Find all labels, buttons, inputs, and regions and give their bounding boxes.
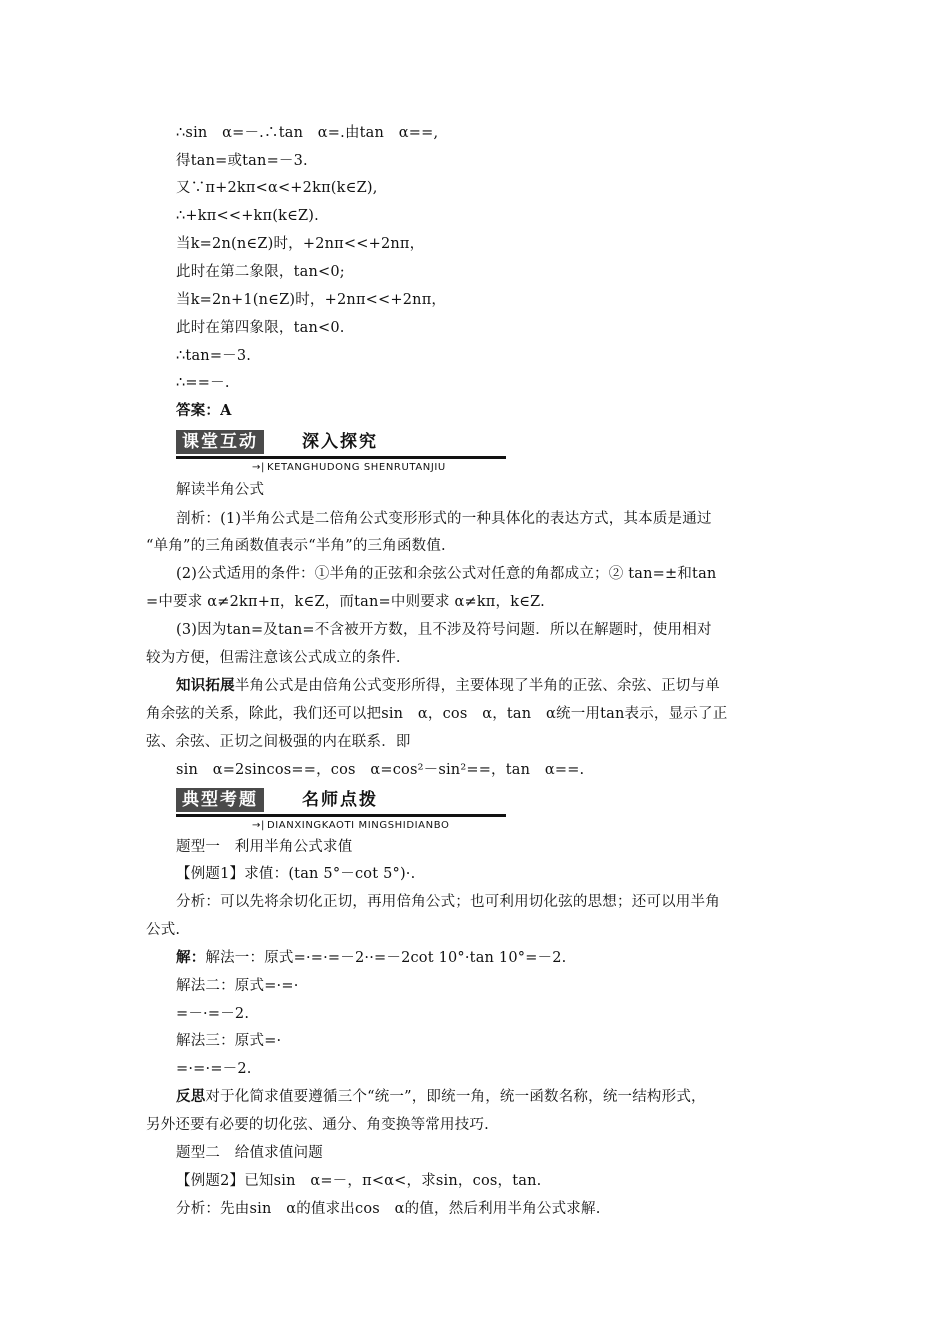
banner-pinyin: DIANXINGKAOTI MINGSHIDIANBO (266, 820, 450, 831)
analysis-p1-line2: “单角”的三角函数值表示“半角”的三角函数值. (146, 538, 446, 554)
derivation-line-1: ∴sin α=－.∴tan α=.由tan α==, (176, 125, 439, 141)
analysis-p2-line1: (2)公式适用的条件：①半角的正弦和余弦公式对任意的角都成立；② tan=±和tan (176, 566, 717, 582)
arrow-icon: →| (252, 462, 265, 473)
knowledge-ext-line2: 角余弦的关系，除此，我们还可以把sin α，cos α，tan α统一用tan表示，显示了正 (146, 706, 728, 722)
example-2: 【例题2】已知sin α=－，π<α<，求sin，cos，tan. (176, 1173, 542, 1189)
type-one-heading: 题型一 利用半角公式求值 (176, 839, 353, 855)
half-angle-formula-line: sin α=2sincos==，cos α=cos²－sin²==，tan α==. (176, 762, 585, 778)
example-1: 【例题1】求值：(tan 5°－cot 5°)·. (176, 866, 416, 882)
answer-line: 答案：A (176, 402, 232, 419)
analysis-1-line1: 分析：可以先将余切化正切，再用倍角公式；也可利用切化弦的思想；还可以用半角 (176, 894, 720, 910)
section-title-half-angle: 解读半角公式 (176, 482, 265, 498)
knowledge-ext-line1 (176, 676, 720, 696)
derivation-line-4: ∴+kπ<<+kπ(k∈Z). (176, 208, 319, 224)
banner-rule (176, 814, 506, 817)
solution-method-3-line2: =·=·=－2. (176, 1061, 252, 1077)
banner-light-label: 名师点拨 (302, 790, 378, 810)
derivation-line-8: 此时在第四象限，tan<0. (176, 320, 345, 336)
type-two-heading: 题型二 给值求值问题 (176, 1145, 323, 1161)
reflection-label: 反思 (176, 1088, 206, 1105)
solution-method-1 (176, 948, 567, 968)
derivation-line-2: 得tan=或tan=－3. (176, 153, 308, 169)
banner-rule (176, 456, 506, 459)
derivation-line-6: 此时在第二象限，tan<0; (176, 264, 345, 280)
derivation-line-3: 又∵π+2kπ<α<+2kπ(k∈Z), (176, 180, 378, 196)
reflection-line1 (176, 1087, 706, 1107)
analysis-p2-line2: =中要求 α≠2kπ+π，k∈Z，而tan=中则要求 α≠kπ，k∈Z. (146, 594, 545, 610)
derivation-line-9: ∴tan=－3. (176, 348, 252, 364)
reflection-line2: 另外还要有必要的切化弦、通分、角变换等常用技巧. (146, 1117, 489, 1133)
solution-method-3-line1: 解法三：原式=· (176, 1033, 282, 1049)
derivation-line-10: ∴==－. (176, 375, 230, 391)
knowledge-ext-label: 知识拓展 (176, 677, 235, 694)
solution-text: 解法一：原式=·=·=－2··=－2cot 10°·tan 10°=－2. (205, 950, 567, 966)
analysis-1-line2: 公式. (146, 922, 181, 938)
solution-method-2-line2: =－·=－2. (176, 1006, 250, 1022)
solution-label: 解： (176, 949, 206, 966)
knowledge-ext-line3: 弦、余弦、正切之间极强的内在联系．即 (146, 734, 411, 750)
reflection-text: 对于化简求值要遵循三个“统一”，即统一角，统一函数名称，统一结构形式， (205, 1089, 706, 1105)
solution-method-2-line1: 解法二：原式=·=· (176, 978, 299, 994)
knowledge-ext-text: 半角公式是由倍角公式变形所得，主要体现了半角的正弦、余弦、正切与单 (234, 678, 720, 694)
derivation-line-5: 当k=2n(n∈Z)时，+2nπ<<+2nπ， (176, 236, 425, 252)
analysis-p3-line2: 较为方便，但需注意该公式成立的条件. (146, 650, 401, 666)
analysis-p3-line1: (3)因为tan=及tan=不含被开方数，且不涉及符号问题．所以在解题时，使用相对 (176, 622, 712, 638)
banner-dark-label: 典型考题 (176, 788, 264, 812)
banner-light-label: 深入探究 (302, 432, 378, 452)
banner-dark-label: 课堂互动 (176, 430, 264, 454)
banner-subtitle (252, 820, 449, 831)
derivation-line-7: 当k=2n+1(n∈Z)时，+2nπ<<+2nπ， (176, 292, 447, 308)
arrow-icon: →| (252, 820, 265, 831)
analysis-p1-line1: 剖析：(1)半角公式是二倍角公式变形形式的一种具体化的表达方式，其本质是通过 (176, 511, 712, 527)
banner-subtitle (252, 462, 446, 473)
analysis-2: 分析：先由sin α的值求出cos α的值，然后利用半角公式求解. (176, 1201, 601, 1217)
banner-pinyin: KETANGHUDONG SHENRUTANJIU (266, 462, 446, 473)
